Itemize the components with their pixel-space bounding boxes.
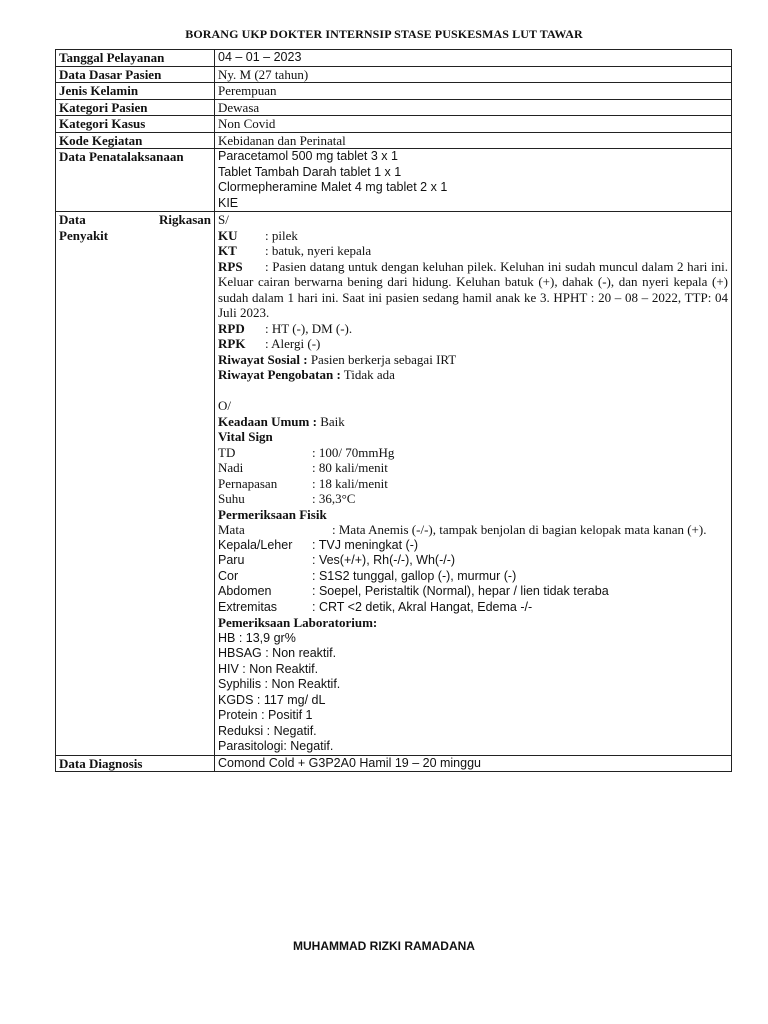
kt-key: KT [218, 243, 237, 258]
keadaan-value: Baik [316, 413, 345, 429]
vital-value: : 18 kali/menit [312, 475, 388, 491]
vital-value: : 36,3°C [312, 491, 356, 506]
signature-name: MUHAMMAD RIZKI RAMADANA [293, 939, 475, 953]
table-row [56, 116, 732, 133]
row-label: Kategori Kasus [56, 116, 215, 133]
ku-key: KU [218, 227, 238, 243]
fisik-list [218, 538, 728, 616]
subjective-header: S/ [218, 212, 229, 227]
row-value: Kebidanan dan Perinatal [215, 132, 732, 149]
row-value: Non Covid [215, 116, 732, 133]
vital-value: : 100/ 70mmHg [312, 444, 395, 460]
rpd-value: : HT (-), DM (-). [265, 320, 353, 336]
medication-item: Clormepheramine Malet 4 mg tablet 2 x 1 [218, 180, 448, 194]
row-label: Data Dasar Pasien [56, 66, 215, 83]
fisik-header: Permeriksaan Fisik [218, 506, 327, 522]
diagnosis-value: Comond Cold + G3P2A0 Hamil 19 – 20 minggu [215, 755, 732, 772]
fisik-key: Extremitas [218, 599, 278, 614]
vital-key: Pernapasan [218, 475, 278, 491]
sosial-value: Pasien berkerja sebagai IRT [307, 351, 457, 367]
table-row [56, 132, 732, 149]
rps-paragraph [218, 259, 728, 321]
sosial-key: Riwayat Sosial : [218, 351, 308, 367]
label-word: Data [59, 212, 86, 227]
rpk-key: RPK [218, 336, 246, 351]
table-row [56, 83, 732, 100]
keadaan-umum [218, 414, 728, 430]
keadaan-key: Keadaan Umum : [218, 413, 317, 429]
lab-list [218, 631, 728, 755]
vital-sign-header: Vital Sign [218, 429, 273, 444]
fisik-key: Kepala/Leher [218, 537, 293, 552]
objective-header: O/ [218, 398, 231, 413]
pengobatan-key: Riwayat Pengobatan : [218, 367, 341, 382]
fisik-value: : S1S2 tunggal, gallop (-), murmur (-) [312, 568, 517, 583]
lab-item: HIV : Non Reaktif. [218, 661, 319, 676]
fisik-value: : Ves(+/+), Rh(-/-), Wh(-/-) [312, 553, 456, 567]
ringkasan-content [215, 212, 732, 756]
row-value: 04 – 01 – 2023 [215, 50, 732, 67]
table-row-penatalaksanaan [56, 149, 732, 212]
penatalaksanaan-list [215, 149, 732, 212]
fisik-key: Paru [218, 553, 245, 567]
fisik-value: : Soepel, Peristaltik (Normal), hepar / lien tidak teraba [312, 584, 609, 598]
label-word: Penyakit [59, 227, 109, 243]
mata-value: : Mata Anemis (-/-), tampak benjolan di bagian kelopak mata kanan (+). [332, 522, 707, 537]
lab-item: HBSAG : Non reaktif. [218, 646, 337, 660]
lab-header: Pemeriksaan Laboratorium: [218, 615, 378, 630]
lab-item: HB : 13,9 gr% [218, 630, 296, 645]
row-label-ringkasan [56, 212, 215, 756]
ku-value: : pilek [265, 227, 298, 243]
lab-item: Parasitologi: Negatif. [218, 739, 334, 753]
lab-item: KGDS : 117 mg/ dL [218, 692, 326, 707]
kt-value: : batuk, nyeri kepala [265, 243, 372, 258]
vital-key: Nadi [218, 460, 244, 475]
lab-item: Protein : Positif 1 [218, 708, 313, 722]
row-value: Ny. M (27 tahun) [215, 66, 732, 83]
fisik-key: Abdomen [218, 584, 272, 598]
table-row [56, 99, 732, 116]
medication-item: KIE [218, 195, 239, 210]
patient-form-table [55, 49, 732, 772]
row-label: Tanggal Pelayanan [56, 50, 215, 67]
lab-item: Reduksi : Negatif. [218, 723, 317, 738]
rps-key: RPS [218, 258, 243, 274]
document-title: BORANG UKP DOKTER INTERNSIP STASE PUSKESMAS LUT TAWAR [185, 27, 583, 41]
lab-item: Syphilis : Non Reaktif. [218, 677, 341, 691]
rps-value: : Pasien datang untuk dengan keluhan pilek. Keluhan ini sudah muncul dalam 2 hari ini. Keluar cairan berwarna bening dari hidung. Keluhan batuk (+), dahak (-), dan nyeri kepala (+) sudah dalam 1 hari ini. Saat ini pasien sedang hamil anak ke 3. HPHT : 20 – 08 – 2022, TTP: 04 Juli 2023. [218, 258, 728, 320]
table-row-ringkasan [56, 212, 732, 756]
mata-key: Mata [218, 522, 245, 537]
row-label: Jenis Kelamin [56, 83, 215, 100]
vital-key: TD [218, 444, 236, 460]
table-row [56, 66, 732, 83]
riwayat-pengobatan [218, 367, 728, 383]
pengobatan-value: Tidak ada [340, 367, 395, 382]
fisik-key: Cor [218, 568, 239, 583]
fisik-value: : CRT <2 detik, Akral Hangat, Edema -/- [312, 599, 533, 614]
table-row [56, 50, 732, 67]
medication-item: Paracetamol 500 mg tablet 3 x 1 [218, 149, 398, 163]
rpk-value: : Alergi (-) [265, 336, 321, 351]
row-label: Data Penatalaksanaan [56, 149, 215, 212]
riwayat-sosial [218, 352, 728, 368]
row-label: Kode Kegiatan [56, 132, 215, 149]
table-row-diagnosis [56, 755, 732, 772]
label-word: Rigkasan [158, 212, 211, 227]
rpd-key: RPD [218, 320, 245, 336]
row-label: Kategori Pasien [56, 99, 215, 116]
vital-key: Suhu [218, 491, 245, 506]
vital-value: : 80 kali/menit [312, 460, 388, 475]
medication-item: Tablet Tambah Darah tablet 1 x 1 [218, 164, 402, 179]
row-value: Perempuan [215, 83, 732, 100]
row-value: Dewasa [215, 99, 732, 116]
fisik-value: : TVJ meningkat (-) [312, 537, 419, 552]
mata-paragraph [218, 522, 728, 538]
row-label: Data Diagnosis [56, 755, 215, 772]
spacer [218, 383, 728, 399]
